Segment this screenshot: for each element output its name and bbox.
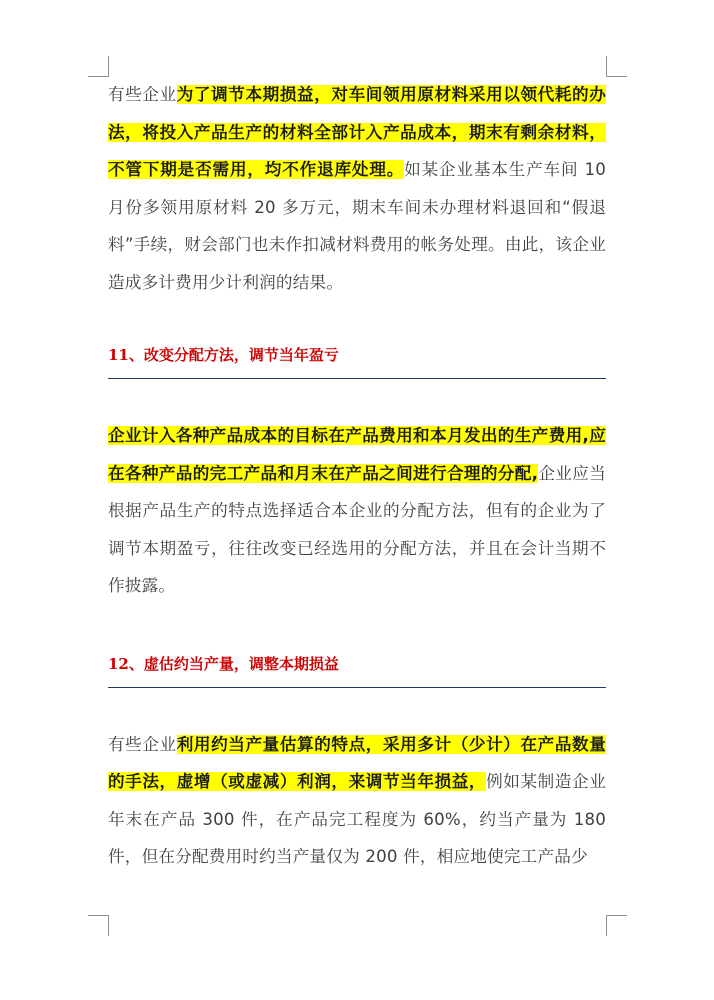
- crop-mark-bottom-left: [88, 915, 109, 936]
- paragraph-1-lead: 有些企业: [108, 85, 177, 104]
- paragraph-2: [108, 417, 606, 605]
- paragraph-3: [108, 726, 606, 876]
- crop-mark-bottom-right: [606, 915, 627, 936]
- paragraph-1: [108, 76, 606, 301]
- section-heading-12: 12、虚估约当产量，调整本期损益: [108, 647, 606, 688]
- paragraph-1-rest: 如某企业基本生产车间 10 月份多领用原材料 20 多万元，期末车间未办理材料退回和“假退料”手续，财会部门也未作扣减材料费用的帐务处理。由此，该企业造成多计费用少计利润的结果。: [108, 160, 606, 292]
- paragraph-3-highlight: 利用约当产量估算的特点，采用多计（少计）在产品数量的手法，虚增（或虚减）利润，来调节当年损益，: [108, 734, 606, 791]
- paragraph-3-rest: 例如某制造企业年末在产品 300 件，在产品完工程度为 60%，约当产量为 180 件，但在分配费用时约当产量仅为 200 件，相应地使完工产品少: [108, 772, 607, 866]
- section-heading-11: 11、改变分配方法，调节当年盈亏: [108, 338, 606, 379]
- paragraph-3-lead: 有些企业: [108, 734, 177, 754]
- paragraph-2-highlight: 企业计入各种产品成本的目标在产品费用和本月发出的生产费用,应在各种产品的完工产品和月末在产品之间进行合理的分配,: [108, 426, 606, 483]
- crop-mark-top-right: [606, 56, 627, 77]
- paragraph-2-rest: 企业应当根据产品生产的特点选择适合本企业的分配方法，但有的企业为了调节本期盈亏，往往改变已经选用的分配方法，并且在会计当期不作披露。: [108, 463, 606, 595]
- paragraph-1-highlight: 为了调节本期损益，对车间领用原材料采用以领代耗的办法，将投入产品生产的材料全部计入产品成本，期末有剩余材料，不管下期是否需用，均不作退库处理。: [108, 85, 606, 179]
- document-body: [108, 76, 606, 876]
- crop-mark-top-left: [88, 56, 109, 77]
